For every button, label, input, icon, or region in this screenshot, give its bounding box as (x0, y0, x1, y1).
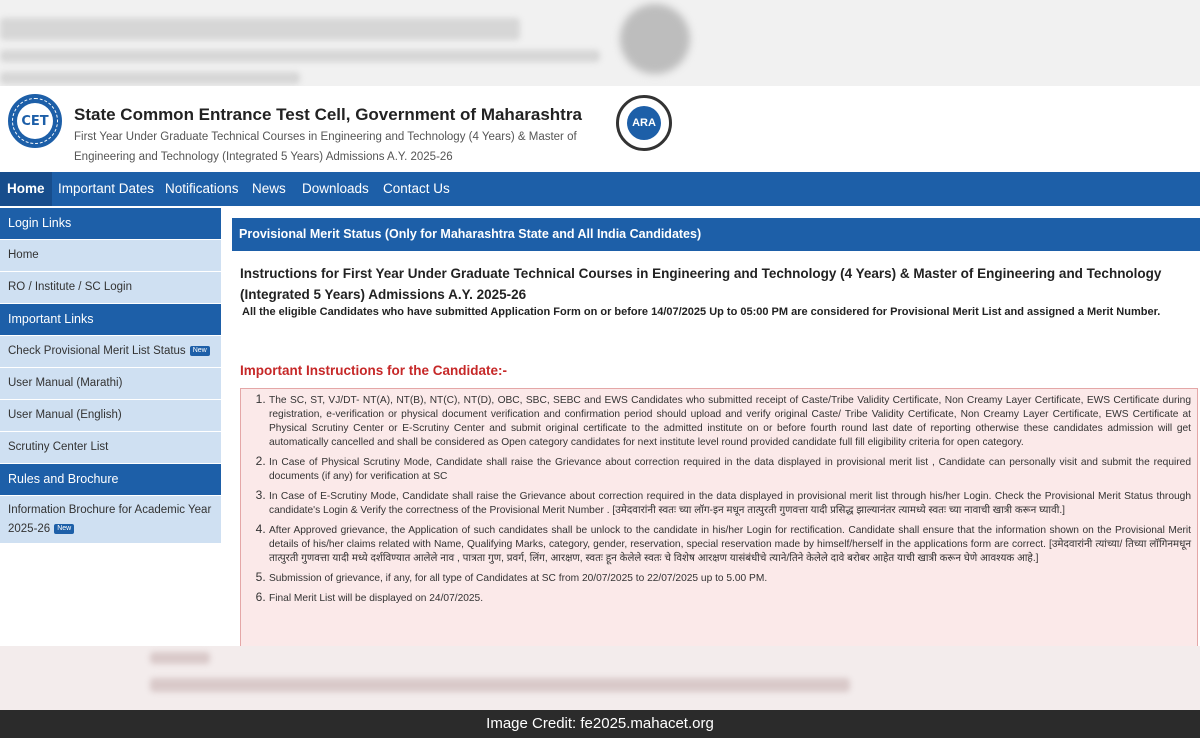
sidebar-item-brochure[interactable] (0, 496, 221, 544)
site-subtitle: First Year Under Graduate Technical Courses in Engineering and Technology (4 Years) & Master of Engineering and Technology (Integrated 5 Years) Admissions A.Y. 2025-26 (74, 131, 577, 163)
sidebar-item-scrutiny-center[interactable]: Scrutiny Center List (0, 432, 221, 464)
important-instructions-title: Important Instructions for the Candidate:- (240, 363, 508, 378)
nav-contact-us[interactable]: Contact Us (383, 181, 450, 196)
instructions-title: Instructions for First Year Under Graduate Technical Courses in Engineering and Technology (4 Years) & Master of Engineering and Technology (Integrated 5 Years) Admissions A.Y. 2025-26 (240, 266, 1162, 302)
ara-logo (616, 95, 672, 151)
sidebar-heading-important-links: Important Links (0, 304, 221, 336)
cet-logo-text: CET (21, 113, 49, 129)
instruction-item: 6. Final Merit List will be displayed on 24/07/2025. (269, 590, 1191, 606)
cet-logo (8, 94, 62, 148)
background-blur-top (0, 0, 1200, 96)
sidebar-item-user-manual-english[interactable]: User Manual (English) (0, 400, 221, 432)
instruction-item: 4. After Approved grievance, the Application of such candidates shall be unlock to the candidate in his/her Login for rectification. Candidate shall ensure that the information shown on the Provisional Merit details of his/her claims related with Name, Qualifying Marks, category, gender, reservation, special reservation made by himself/herself in the applications form are correct. [उमेदवारांनी त्यांच्या/ तिच्या लॉगिनमधून तात्पुरती गुणवत्ता यादी मध्ये दर्शविण्यात आलेले नाव , पात्रता गुण, प्रवर्ग, लिंग, आरक्षण, स्वतः हून केलेले स्वतः चे विशेष आरक्षण यासंबंधीचे त्याने/तिने केलेले दावे बरोबर आहेत याची खात्री करून घेणे आवश्यक आहे.] (269, 522, 1191, 566)
nav-notifications[interactable]: Notifications (165, 181, 239, 196)
blurred-logo (620, 4, 690, 74)
main-content (232, 218, 1200, 648)
webpage (0, 86, 1200, 646)
image-credit-bar: Image Credit: fe2025.mahacet.org (0, 710, 1200, 738)
instruction-item: 3. In Case of E-Scrutiny Mode, Candidate shall raise the Grievance about correction required in the data displayed in provisional merit list through his/her Login. Check the Provisional Merit Status through candidate's Login & Verify the correctness of the Provisional Merit Number . [उमेदवारांनी स्वतः च्या लॉग-इन मधून तात्पुरती गुणवत्ता यादी प्रसिद्ध झाल्यानंतर त्यामध्ये स्वतः च्या नावाची खात्री करून घ्यावी.] (269, 488, 1191, 518)
sidebar-item-check-merit[interactable] (0, 336, 221, 368)
blurred-text (150, 678, 850, 692)
blurred-text (0, 50, 600, 62)
sidebar (0, 208, 221, 544)
blurred-text (0, 72, 300, 84)
sidebar-item-check-merit-label: Check Provisional Merit List Status (8, 345, 186, 357)
new-badge: New (190, 346, 210, 356)
ara-logo-text: ARA (632, 117, 656, 129)
nav-important-dates[interactable]: Important Dates (58, 181, 155, 196)
new-badge: New (54, 524, 74, 534)
instruction-item: 2. In Case of Physical Scrutiny Mode, Candidate shall raise the Grievance about correction required in the data displayed in provisional merit list , Candidate can personally visit and submit the required documents (if any) for verification at SC (269, 454, 1191, 484)
nav-home[interactable]: Home (0, 172, 52, 206)
sidebar-item-user-manual-marathi[interactable]: User Manual (Marathi) (0, 368, 221, 400)
sidebar-item-ro-login[interactable]: RO / Institute / SC Login (0, 272, 221, 304)
nav-downloads[interactable]: Downloads (302, 181, 369, 196)
instructions-note: All the eligible Candidates who have submitted Application Form on or before 14/07/2025 Up to 05:00 PM are considered for Provisional Merit List and assigned a Merit Number. (242, 306, 1161, 318)
sidebar-heading-login-links: Login Links (0, 208, 221, 240)
sidebar-item-brochure-label: Information Brochure for Academic Year 2025-26 (8, 504, 212, 535)
panel-heading: Provisional Merit Status (Only for Maharashtra State and All India Candidates) (232, 218, 1200, 251)
blurred-text (150, 652, 210, 664)
instructions-list (241, 389, 1197, 606)
instruction-item: 5. Submission of grievance, if any, for all type of Candidates at SC from 20/07/2025 to 22/07/2025 up to 5.00 PM. (269, 570, 1191, 586)
site-header (0, 86, 1200, 172)
background-blur-bottom (0, 646, 1200, 710)
instruction-item: 1. The SC, ST, VJ/DT- NT(A), NT(B), NT(C), NT(D), OBC, SBC, SEBC and EWS Candidates who submitted receipt of Caste/Tribe Validity Certificate, Non Creamy Layer Certificate, EWS Certificate during registration, e-verification or physical document verification and confirmation period should upload and verify original Caste/ Tribe Validity Certificate, Non Creamy Layer Certificate, EWS Certificate at Physical Scrutiny Center or E-Scrutiny Center and submit original certificate to the admitted institute on or before fourth round last date of reporting otherwise these candidates admission will get automatically cancelled and shall be considered as Open category candidates for next institute level round provided candidate full fill eligibility criteria for open category. (269, 392, 1191, 450)
main-nav (0, 172, 1200, 206)
sidebar-item-home[interactable]: Home (0, 240, 221, 272)
instructions-list-box (240, 388, 1198, 648)
blurred-heading (0, 18, 520, 40)
site-title: State Common Entrance Test Cell, Government of Maharashtra (74, 105, 582, 124)
nav-news[interactable]: News (252, 181, 286, 196)
sidebar-heading-rules: Rules and Brochure (0, 464, 221, 496)
